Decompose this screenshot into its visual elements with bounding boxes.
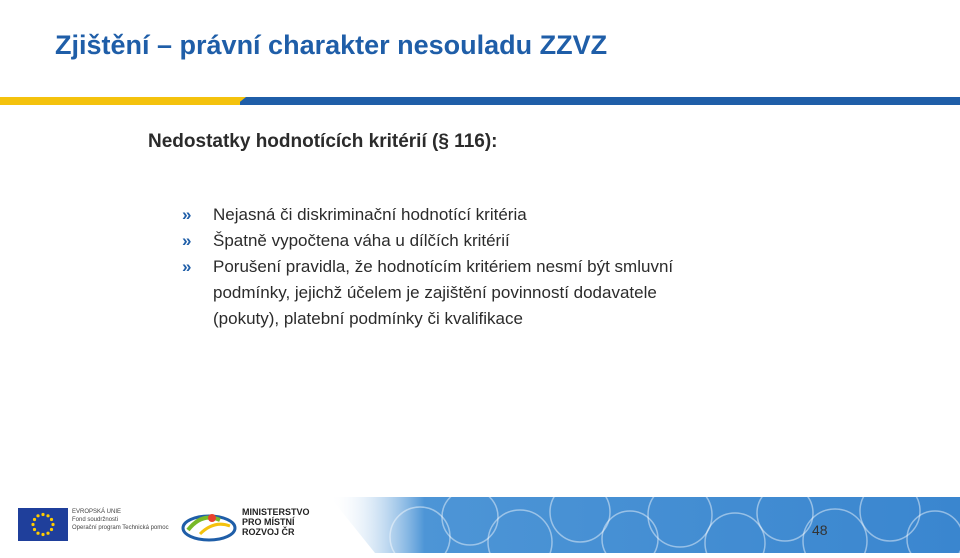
bullet-text-line: podmínky, jejichž účelem je zajištění povinností dodavatele	[213, 283, 657, 302]
section-subheading: Nedostatky hodnotících kritérií (§ 116):	[148, 131, 498, 152]
title-bar-yellow-segment	[0, 97, 250, 105]
bullet-marker-icon: »	[182, 205, 192, 224]
eu-flag-icon	[18, 508, 68, 541]
page-number: 48	[812, 522, 828, 538]
bullet-text-line: (pokuty), platební podmínky či kvalifikace	[213, 309, 523, 328]
title-bar-wedge	[236, 97, 246, 105]
bullet-item	[182, 228, 802, 254]
slide-title: Zjištění – právní charakter nesouladu ZZVZ	[55, 30, 608, 60]
bullet-marker-icon: »	[182, 257, 192, 276]
bullet-list	[182, 202, 802, 332]
bullet-item	[182, 202, 802, 228]
circle-pattern-decoration	[330, 497, 960, 553]
title-bar-blue-segment	[240, 97, 960, 105]
footer-logos	[0, 498, 330, 553]
bullet-text: Nejasná či diskriminační hodnotící kritéria	[213, 205, 527, 224]
eu-fund-line: EVROPSKÁ UNIE	[72, 509, 122, 515]
eu-fund-text	[72, 508, 182, 532]
bullet-text-line: Porušení pravidla, že hodnotícím kritériem nesmí být smluvní	[213, 257, 674, 276]
ministry-name-line: PRO MÍSTNÍ	[242, 517, 295, 527]
bullet-marker-icon: »	[182, 231, 192, 250]
eu-fund-line: Fond soudržnosti	[72, 517, 119, 523]
bullet-item	[182, 254, 802, 332]
ministry-name-line: MINISTERSTVO	[242, 507, 310, 517]
eu-fund-line: Operační program Technická pomoc	[72, 525, 169, 531]
ministry-logo-icon	[180, 506, 238, 544]
title-underline-bar	[0, 97, 960, 105]
ministry-name	[242, 507, 332, 537]
ministry-name-line: ROZVOJ ČR	[242, 527, 295, 537]
bullet-text: Špatně vypočtena váha u dílčích kritérií	[213, 231, 510, 250]
